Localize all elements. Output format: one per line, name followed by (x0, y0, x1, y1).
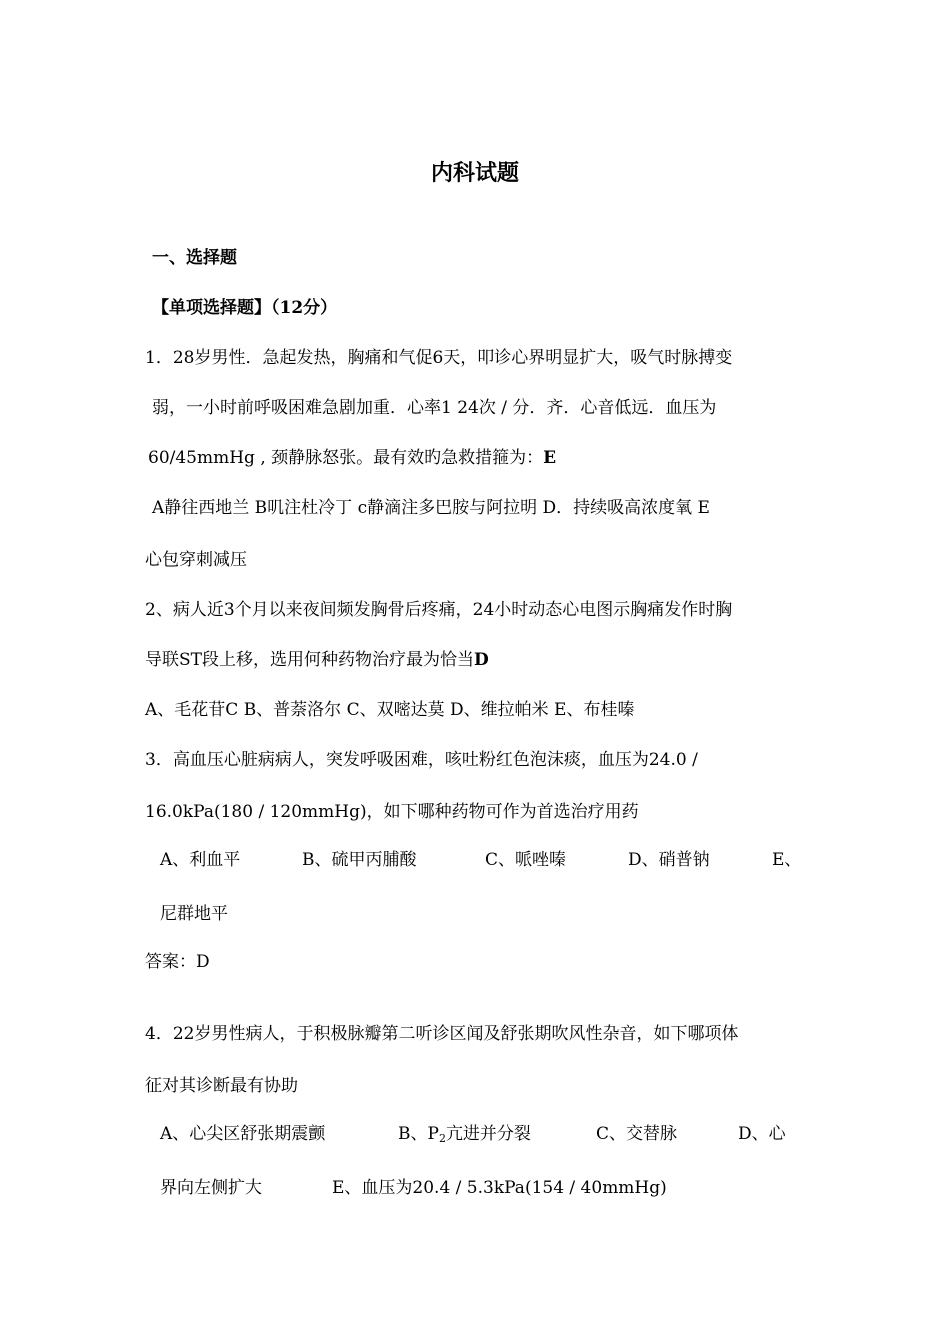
q4-option-a: A、心尖区舒张期震颤 (160, 1124, 326, 1144)
q4-option-b-prefix: B、P (398, 1124, 439, 1144)
q4-option-e: E、血压为20.4 / 5.3kPa(154 / 40mmHg) (332, 1178, 667, 1198)
q3-answer: 答案：D (145, 952, 210, 972)
q3-option-e-text: 尼群地平 (160, 904, 228, 924)
q4-option-b (398, 1122, 531, 1151)
q3-option-b: B、硫甲丙脯酸 (302, 850, 417, 870)
q4-option-b-suffix: 亢进并分裂 (445, 1124, 531, 1144)
q1-answer: E (543, 448, 557, 468)
q2-line-1: 2、病人近3个月以来夜间频发胸骨后疼痛，24小时动态心电图示胸痛发作时胸 (145, 600, 733, 620)
q4-option-c: C、交替脉 (596, 1124, 678, 1144)
q1-options-line-1: A静往西地兰 B叽注杜冷丁 c静滴注多巴胺与阿拉明 D．持续吸高浓度氧 E (152, 498, 710, 518)
q3-option-c: C、哌唑嗪 (485, 850, 567, 870)
section-heading: 一、选择题 (152, 248, 237, 268)
q4-line-1: 4．22岁男性病人，于积极脉瓣第二听诊区闻及舒张期吹风性杂音，如下哪项体 (145, 1024, 739, 1044)
q1-line-3 (148, 446, 556, 470)
q3-option-d: D、硝普钠 (628, 850, 710, 870)
q1-options-line-2: 心包穿刺减压 (145, 550, 247, 570)
q2-answer: D (473, 650, 489, 670)
q4-line-2: 征对其诊断最有协助 (145, 1076, 298, 1096)
q4-option-d: D、心 (738, 1124, 786, 1144)
q4-option-d-text: 界向左侧扩大 (160, 1178, 262, 1198)
q1-line-2: 弱，一小时前呼吸困难急剧加重．心率1 24次 / 分．齐．心音低远．血压为 (152, 398, 717, 418)
q1-line-3-text: 60/45mmHg , 颈静脉怒张。最有效旳急救措箍为： (148, 448, 544, 468)
document-title: 内科试题 (430, 161, 519, 186)
q3-option-a: A、利血平 (160, 850, 241, 870)
q3-line-2: 16.0kPa(180 / 120mmHg)，如下哪种药物可作为首选治疗用药 (145, 802, 639, 822)
q4-option-b-subscript: 2 (438, 1132, 446, 1145)
q2-options: A、毛花苷C B、普萘洛尔 C、双嘧达莫 D、维拉帕米 E、布桂嗪 (145, 700, 635, 720)
subsection-heading: 【单项选择题】（12分） (152, 298, 338, 318)
q2-line-2-text: 导联ST段上移，选用何种药物治疗最为恰当 (145, 650, 474, 670)
q2-line-2 (145, 648, 489, 672)
q1-line-1: 1．28岁男性．急起发热，胸痛和气促6天，叩诊心界明显扩大，吸气时脉搏变 (145, 348, 733, 368)
q3-line-1: 3．高血压心脏病病人，突发呼吸困难，咳吐粉红色泡沫痰，血压为24.0 / (145, 750, 698, 770)
q3-option-e: E、 (772, 850, 802, 870)
